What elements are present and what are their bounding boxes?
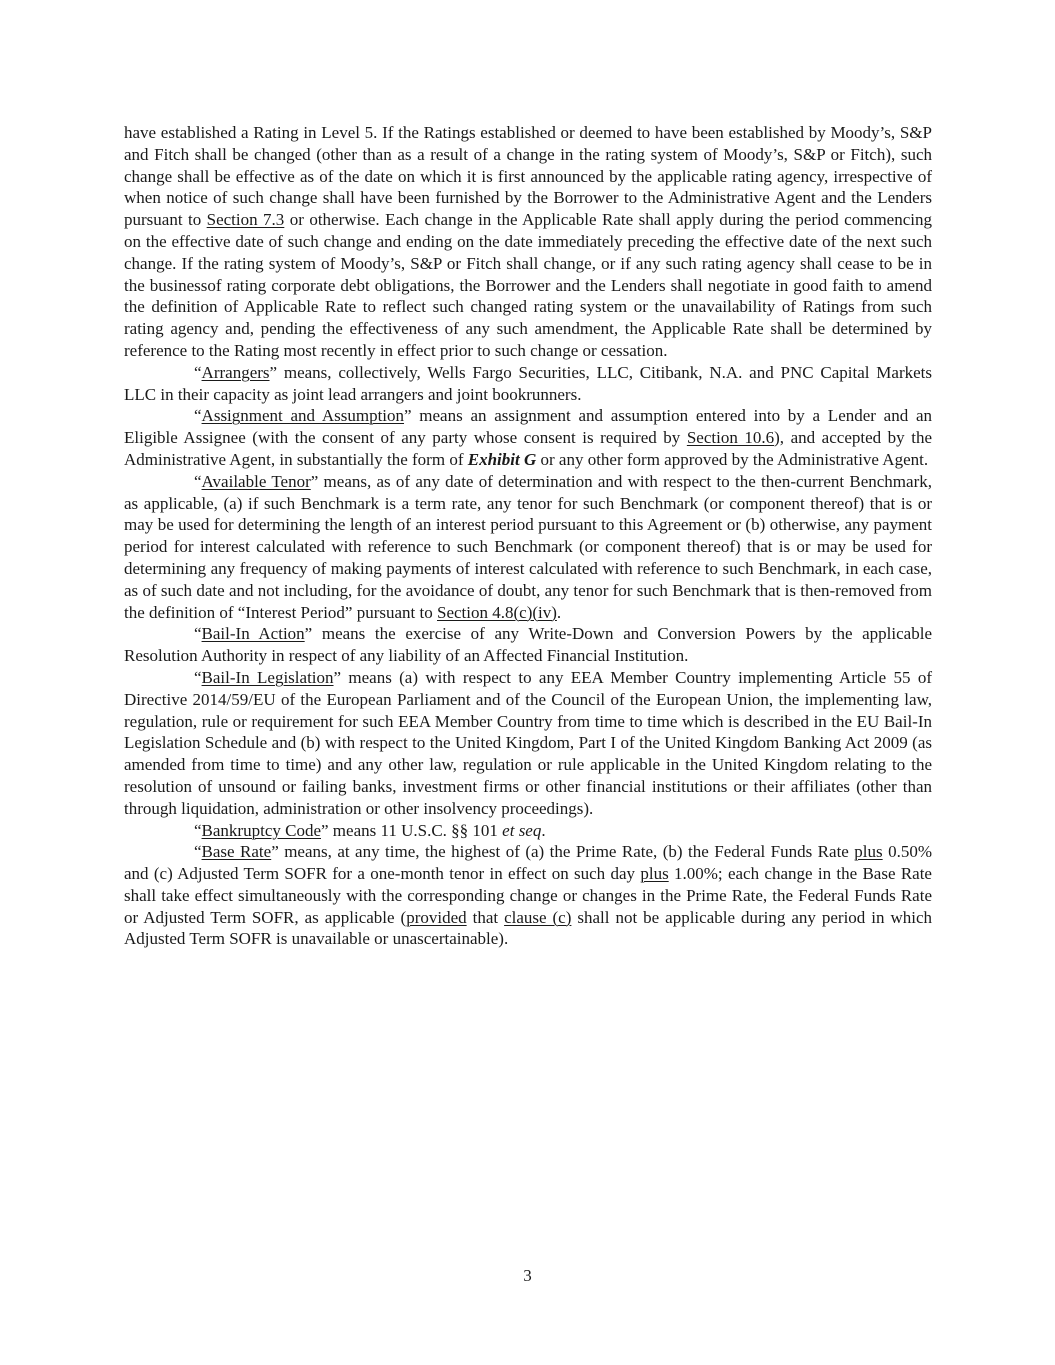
defined-term: Arrangers: [201, 362, 270, 382]
definition-bail-in-legislation: [124, 667, 932, 820]
definition-text: ” means the exercise of any Write-Down and Conversion Powers by the applicable Resolution Authority in respect of any liability of an Affected Financial Institution.: [124, 624, 932, 666]
plus-word: plus: [640, 864, 669, 884]
clause-reference: clause (c): [504, 907, 572, 927]
quote-mark: “: [194, 406, 202, 426]
definition-text: 0.50% and (c) Adjusted Term SOFR for a one-month tenor in effect on such day: [124, 842, 932, 884]
definition-text: shall not be applicable during any period in which Adjusted Term SOFR is unavailable or unascertainable).: [124, 907, 932, 949]
definition-text: or any other form approved by the Administrative Agent.: [536, 449, 929, 469]
defined-term: Bail-In Legislation: [201, 667, 334, 687]
definition-text: ” means 11 U.S.C. §§ 101: [321, 820, 503, 840]
definition-text: ” means, at any time, the highest of (a) the Prime Rate, (b) the Federal Funds Rate: [271, 842, 855, 862]
defined-term: Base Rate: [201, 842, 272, 862]
defined-term: Bankruptcy Code: [201, 820, 321, 840]
section-reference: Section 4.8(c)(iv): [437, 602, 557, 622]
quote-mark: “: [194, 624, 202, 644]
definition-text: ” means (a) with respect to any EEA Member Country implementing Article 55 of Directive 2014/59/EU of the European Parliament and of the Council of the European Union, the implementing law, regulation, rule or requirement for such EEA Member Country from time to time which is described in the EU Bail-In Legislation Schedule and (b) with respect to the United Kingdom, Part I of the United Kingdom Banking Act 2009 (as amended from time to time) and any other law, regulation or rule applicable in the United Kingdom relating to the resolution of unsound or failing banks, investment firms or other financial institutions or their affiliates (other than through liquidation, administration or other insolvency proceedings).: [124, 667, 932, 818]
definition-text: ” means, as of any date of determination and with respect to the then-current Benchmark, as applicable, (a) if such Benchmark is a term rate, any tenor for such Benchmark (or component thereof) that is or may be used for determining the length of an interest period pursuant to this Agreement or (b) otherwise, any payment period for interest calculated with reference to such Benchmark (or component thereof) that is or may be used for determining any frequency of making payments of interest calculated with reference to such Benchmark, in each case, as of such date and not including, for the avoidance of doubt, any tenor for such Benchmark that is then-removed from the definition of “Interest Period” pursuant to: [124, 471, 932, 622]
quote-mark: “: [194, 842, 202, 862]
definition-text: .: [556, 602, 562, 622]
quote-mark: “: [194, 471, 202, 491]
definition-arrangers: [124, 362, 932, 406]
definition-available-tenor: [124, 471, 932, 624]
quote-mark: “: [194, 667, 202, 687]
defined-term: Assignment and Assumption: [201, 406, 405, 426]
document-body: [124, 122, 932, 950]
quote-mark: “: [194, 362, 202, 382]
definition-assignment-and-assumption: [124, 405, 932, 470]
definition-text: .: [541, 820, 546, 840]
provided-word: provided: [406, 907, 467, 927]
defined-term: Bail-In Action: [201, 624, 305, 644]
definition-text: 1.00%; each change in the Base Rate shall take effect simultaneously with the corresponding change or changes in the Prime Rate, the Federal Funds Rate or Adjusted Term SOFR, as applicable (: [124, 864, 932, 927]
plus-word: plus: [854, 842, 883, 862]
definition-bankruptcy-code: [124, 820, 932, 842]
exhibit-reference: Exhibit G: [467, 449, 537, 469]
definition-text: that: [466, 907, 505, 927]
definition-base-rate: [124, 841, 932, 950]
defined-term: Available Tenor: [201, 471, 311, 491]
definition-text: ), and accepted by the Administrative Agent, in substantially the form of: [124, 428, 932, 469]
definition-text: ” means, collectively, Wells Fargo Securities, LLC, Citibank, N.A. and PNC Capital Markets LLC in their capacity as joint lead arrangers and joint bookrunners.: [124, 362, 932, 404]
applicable-rate-continuation-paragraph: [124, 122, 932, 362]
section-reference: Section 7.3: [206, 210, 285, 230]
paragraph-text: have established a Rating in Level 5. If the Ratings established or deemed to have been established by Moody’s, S&P and Fitch shall be changed (other than as a result of a change in the rating system of Moody’s, S&P or Fitch), such change shall be effective as of the date on which it is first announced by the applicable rating agency, irrespective of when notice of such change shall have been furnished by the Borrower to the Administrative Agent and the Lenders pursuant to: [124, 123, 932, 230]
definition-bail-in-action: [124, 623, 932, 667]
quote-mark: “: [194, 820, 202, 840]
definition-text: ” means an assignment and assumption entered into by a Lender and an Eligible Assignee (with the consent of any party whose consent is required by: [124, 406, 932, 448]
latin-term: et seq: [502, 820, 542, 840]
page-number: 3: [523, 1266, 532, 1285]
section-reference: Section 10.6: [686, 428, 775, 448]
paragraph-text: or otherwise. Each change in the Applicable Rate shall apply during the period commencing on the effective date of such change and ending on the date immediately preceding the effective date of the next such change. If the rating system of Moody’s, S&P or Fitch shall change, or if any such rating agency shall cease to be in the businessof rating corporate debt obligations, the Borrower and the Lenders shall negotiate in good faith to amend the definition of Applicable Rate to reflect such changed rating system or the unavailability of Ratings from such rating agency and, pending the effectiveness of any such amendment, the Applicable Rate shall be determined by reference to the Rating most recently in effect prior to such change or cessation.: [124, 210, 932, 360]
